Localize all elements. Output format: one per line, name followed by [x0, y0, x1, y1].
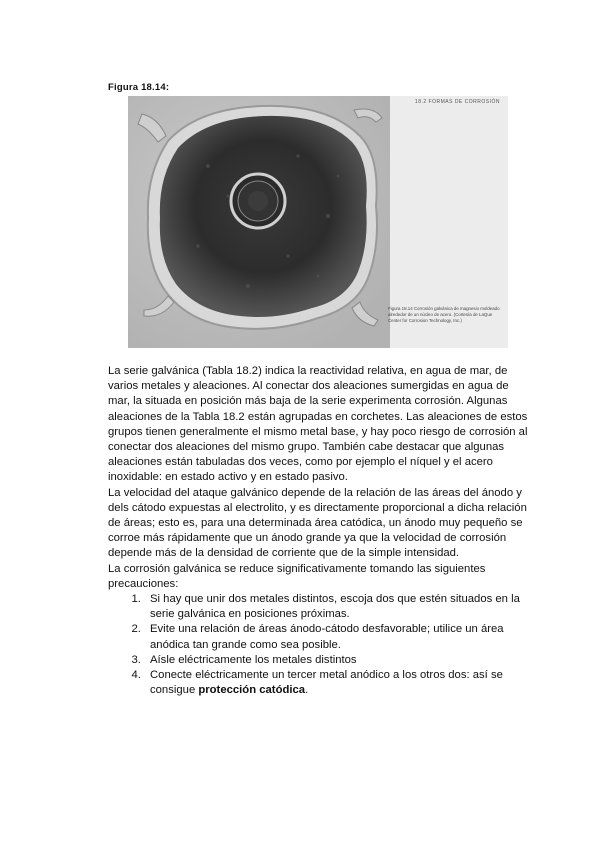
list-item: 1. Si hay que unir dos metales distintos, escoja dos que estén situados en la serie galvánica en posiciones próximas.: [144, 592, 533, 622]
bold-term: protección catódica: [198, 684, 306, 697]
paragraph: La corrosión galvánica se reduce significativamente tomando las siguientes precauciones:: [108, 562, 486, 590]
figure-label: Figura 18.14:: [108, 82, 170, 93]
figure-header: 18.2 FORMAS DE CORROSIÓN: [414, 99, 500, 105]
paragraph: La velocidad del ataque galvánico depende de la relación de las áreas del ánodo y dels cátodo expuestas al electrolito, y es directamente proporcional a dicha relación de áreas; esto es, para una determinada área catódica, un ánodo muy pequeño se corroe más rápidamente que un ánodo grande ya que la velocidad de corrosión depende más de la densidad de corriente que de la simple intensidad.: [108, 486, 527, 560]
list-item-end: .: [305, 684, 309, 697]
list-item: 3. Aísle eléctricamente los metales distintos: [144, 653, 533, 668]
list-item-text: Conecte eléctricamente un tercer metal anódico a los otros dos: así se consigue: [150, 669, 503, 697]
precautions-list: [108, 592, 533, 698]
corrosion-photo: [128, 96, 508, 348]
list-item: [144, 668, 533, 698]
paragraph: La serie galvánica (Tabla 18.2) indica la reactividad relativa, en agua de mar, de varios metales y aleaciones. Al conectar dos aleaciones sumergidas en agua de mar, la situada en posición más baja de la serie experimenta corrosión. Algunas aleaciones de la Tabla 18.2 están agrupadas en corchetes. Las aleaciones de estos grupos tienen generalmente el mismo metal base, y hay poco riesgo de corrosión al conectar dos aleaciones del mismo grupo. También cabe destacar que algunas aleaciones están tabuladas dos veces, como por ejemplo el níquel y el acero inoxidable: en estado activo y en estado pasivo.: [108, 365, 528, 484]
document-body: [108, 364, 533, 698]
figure-caption: Figura 18.14 Corrosión galvánica de magnesio moldeado alrededor de un núcleo de acero. (Cortesía de LaQue Center for Corrosion Technology, Inc.): [388, 306, 500, 323]
list-item: 2. Evite una relación de áreas ánodo-cátodo desfavorable; utilice un área anódica tan grande como sea posible.: [144, 622, 533, 652]
